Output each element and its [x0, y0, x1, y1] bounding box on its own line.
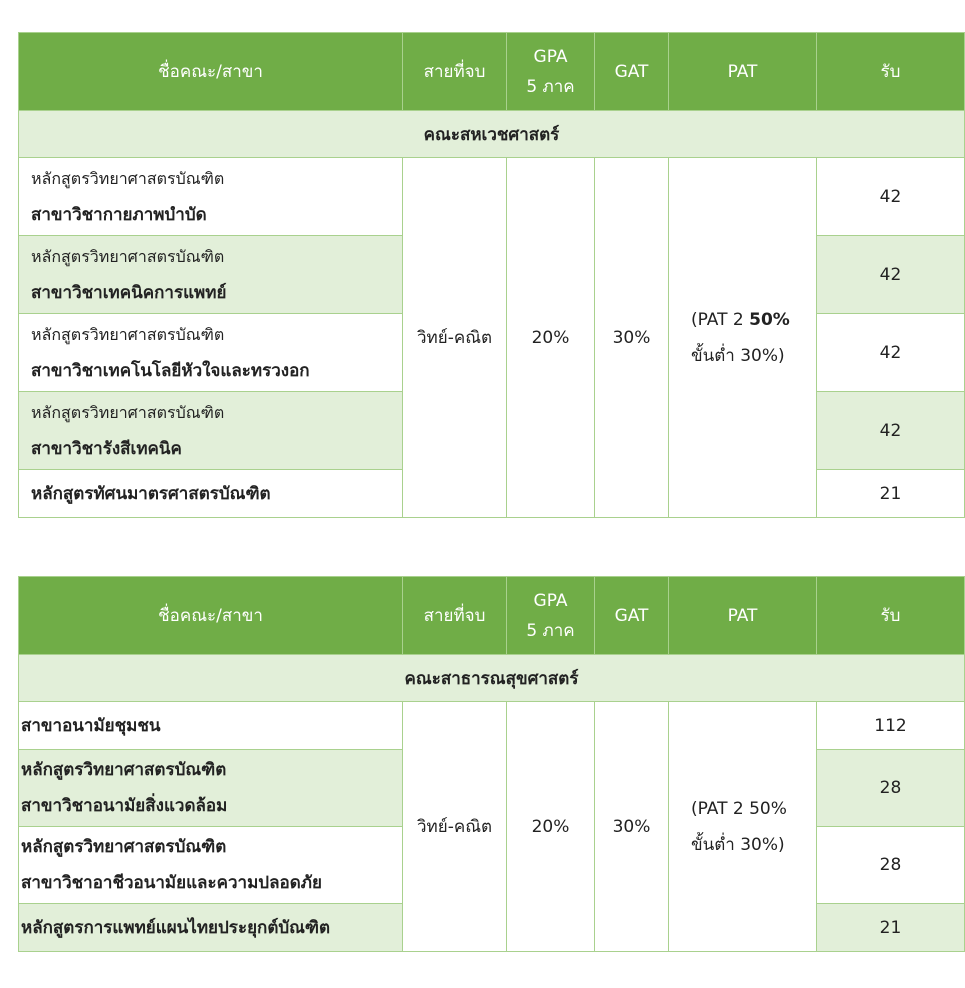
- header-accept: รับ: [817, 577, 965, 655]
- header-gpa: [507, 33, 595, 111]
- program-cell: [19, 236, 403, 314]
- accept-cell: 42: [817, 314, 965, 392]
- gpa-cell: 20%: [507, 158, 595, 518]
- header-gpa-line1: GPA: [533, 46, 568, 67]
- program-cell: [19, 314, 403, 392]
- header-gpa-line2: 5 ภาค: [526, 76, 575, 97]
- admission-table-public-health: [18, 576, 965, 952]
- program-cell: [19, 158, 403, 236]
- header-stream: สายที่จบ: [403, 33, 507, 111]
- header-name: ชื่อคณะ/สาขา: [19, 33, 403, 111]
- program-degree: หลักสูตรวิทยาศาสตรบัณฑิต: [21, 837, 227, 857]
- table-row: [19, 702, 965, 750]
- header-gpa-line1: GPA: [533, 590, 568, 611]
- accept-cell: 112: [817, 702, 965, 750]
- pat-weight: 50%: [749, 309, 790, 330]
- accept-cell: 42: [817, 158, 965, 236]
- faculty-row: [19, 655, 965, 702]
- accept-cell: 42: [817, 236, 965, 314]
- accept-cell: 28: [817, 827, 965, 904]
- pat-line1: [681, 302, 804, 338]
- pat-cell: [669, 158, 817, 518]
- stream-cell: วิทย์-คณิต: [403, 702, 507, 952]
- pat-line2: ขั้นต่ำ 30%): [691, 834, 785, 855]
- program-degree: หลักสูตรวิทยาศาสตรบัณฑิต: [31, 168, 225, 188]
- header-gpa-line2: 5 ภาค: [526, 620, 575, 641]
- header-gpa: [507, 577, 595, 655]
- gat-cell: 30%: [595, 702, 669, 952]
- header-row: [19, 577, 965, 655]
- stream-cell: วิทย์-คณิต: [403, 158, 507, 518]
- header-row: [19, 33, 965, 111]
- program-cell: [19, 750, 403, 827]
- program-cell: [19, 827, 403, 904]
- header-gat: GAT: [595, 577, 669, 655]
- pat-line2: ขั้นต่ำ 30%): [691, 345, 785, 366]
- accept-cell: 21: [817, 470, 965, 518]
- gpa-cell: 20%: [507, 702, 595, 952]
- faculty-name: คณะสาธารณสุขศาสตร์: [19, 655, 965, 702]
- faculty-row: [19, 111, 965, 158]
- program-major: สาขาวิชาเทคนิคการแพทย์: [31, 282, 227, 303]
- pat-prefix: (PAT 2: [691, 309, 750, 330]
- program-cell: สาขาอนามัยชุมชน: [19, 702, 403, 750]
- program-degree: หลักสูตรวิทยาศาสตรบัณฑิต: [31, 402, 225, 422]
- gat-cell: 30%: [595, 158, 669, 518]
- admission-table-allied-health: [18, 32, 965, 518]
- header-accept: รับ: [817, 33, 965, 111]
- program-major: สาขาวิชารังสีเทคนิค: [31, 438, 182, 459]
- header-pat: PAT: [669, 577, 817, 655]
- program-major: สาขาวิชาอนามัยสิ่งแวดล้อม: [21, 796, 228, 816]
- program-major: สาขาวิชาเทคโนโลยีหัวใจและทรวงอก: [31, 360, 310, 381]
- faculty-name: คณะสหเวชศาสตร์: [19, 111, 965, 158]
- program-major: สาขาวิชาอาชีวอนามัยและความปลอดภัย: [21, 873, 322, 893]
- accept-cell: 28: [817, 750, 965, 827]
- program-cell: หลักสูตรการแพทย์แผนไทยประยุกต์บัณฑิต: [19, 904, 403, 952]
- accept-cell: 21: [817, 904, 965, 952]
- accept-cell: 42: [817, 392, 965, 470]
- program-degree: หลักสูตรวิทยาศาสตรบัณฑิต: [31, 324, 225, 344]
- pat-line1: (PAT 2 50%: [691, 798, 787, 819]
- pat-cell: [669, 702, 817, 952]
- program-major: สาขาวิชากายภาพบำบัด: [31, 204, 207, 225]
- program-degree: หลักสูตรวิทยาศาสตรบัณฑิต: [21, 760, 227, 780]
- header-gat: GAT: [595, 33, 669, 111]
- header-name: ชื่อคณะ/สาขา: [19, 577, 403, 655]
- header-stream: สายที่จบ: [403, 577, 507, 655]
- program-cell: หลักสูตรทัศนมาตรศาสตรบัณฑิต: [19, 470, 403, 518]
- program-cell: [19, 392, 403, 470]
- program-degree: หลักสูตรวิทยาศาสตรบัณฑิต: [31, 246, 225, 266]
- table-row: [19, 158, 965, 236]
- header-pat: PAT: [669, 33, 817, 111]
